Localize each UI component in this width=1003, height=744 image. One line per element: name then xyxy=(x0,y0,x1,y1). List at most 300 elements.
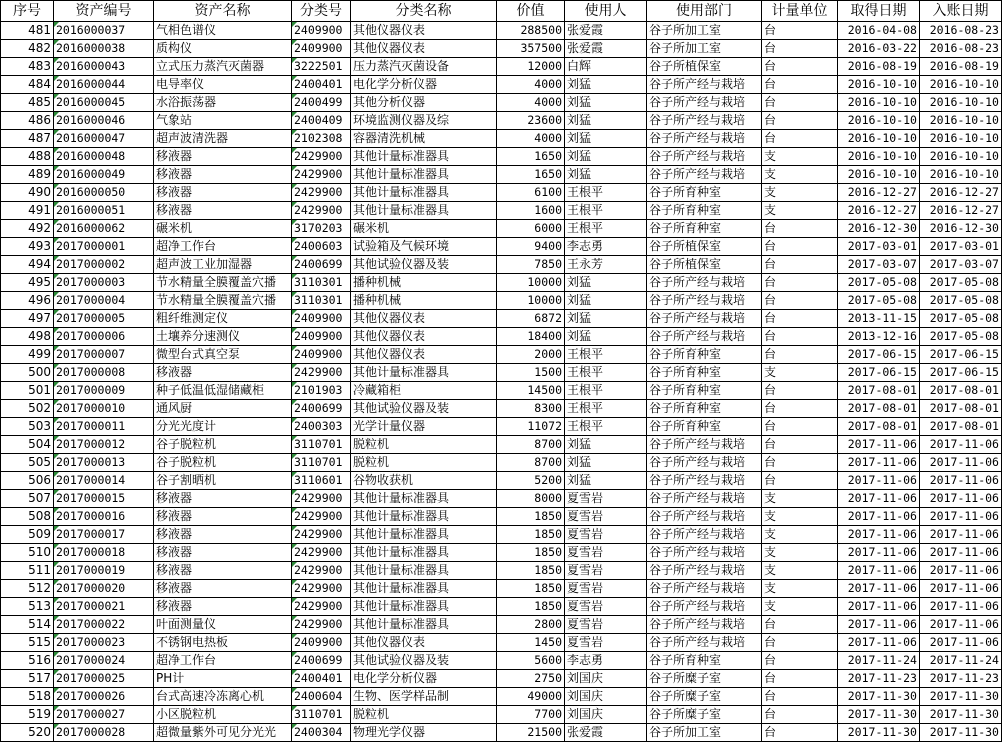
booked-date-cell[interactable]: 2017-11-06 xyxy=(920,544,1002,562)
value-cell[interactable]: 4000 xyxy=(497,94,565,112)
category-name-cell[interactable]: 谷物收获机 xyxy=(351,472,497,490)
category-code-cell[interactable]: 3110701 xyxy=(292,454,351,472)
row-number-cell[interactable]: 493 xyxy=(1,238,54,256)
unit-cell[interactable]: 台 xyxy=(762,292,838,310)
acquired-date-cell[interactable]: 2016-10-10 xyxy=(838,166,920,184)
unit-cell[interactable]: 支 xyxy=(762,508,838,526)
unit-cell[interactable]: 台 xyxy=(762,238,838,256)
category-name-cell[interactable]: 其他计量标准器具 xyxy=(351,562,497,580)
category-name-cell[interactable]: 脱粒机 xyxy=(351,454,497,472)
category-code-cell[interactable]: 2101903 xyxy=(292,382,351,400)
acquired-date-cell[interactable]: 2017-11-06 xyxy=(838,634,920,652)
asset-name-cell[interactable]: 粗纤维测定仪 xyxy=(154,310,292,328)
acquired-date-cell[interactable]: 2016-12-30 xyxy=(838,220,920,238)
user-cell[interactable]: 刘猛 xyxy=(565,94,647,112)
asset-name-cell[interactable]: 台式高速冷冻离心机 xyxy=(154,688,292,706)
acquired-date-cell[interactable]: 2017-11-06 xyxy=(838,544,920,562)
table-row[interactable] xyxy=(1,148,1002,166)
asset-name-cell[interactable]: PH计 xyxy=(154,670,292,688)
asset-code-cell[interactable]: 2017000026 xyxy=(54,688,154,706)
acquired-date-cell[interactable]: 2017-11-06 xyxy=(838,472,920,490)
table-row[interactable] xyxy=(1,382,1002,400)
value-cell[interactable]: 7700 xyxy=(497,706,565,724)
category-code-cell[interactable]: 2429900 xyxy=(292,490,351,508)
value-cell[interactable]: 8700 xyxy=(497,454,565,472)
value-cell[interactable]: 4000 xyxy=(497,130,565,148)
user-cell[interactable]: 李志勇 xyxy=(565,652,647,670)
row-number-cell[interactable]: 517 xyxy=(1,670,54,688)
table-row[interactable] xyxy=(1,310,1002,328)
table-row[interactable] xyxy=(1,364,1002,382)
column-header[interactable]: 分类名称 xyxy=(351,1,497,22)
row-number-cell[interactable]: 484 xyxy=(1,76,54,94)
asset-name-cell[interactable]: 移液器 xyxy=(154,598,292,616)
asset-code-cell[interactable]: 2016000045 xyxy=(54,94,154,112)
column-header[interactable]: 序号 xyxy=(1,1,54,22)
category-name-cell[interactable]: 其他计量标准器具 xyxy=(351,598,497,616)
row-number-cell[interactable]: 481 xyxy=(1,22,54,40)
unit-cell[interactable]: 台 xyxy=(762,706,838,724)
row-number-cell[interactable]: 514 xyxy=(1,616,54,634)
asset-name-cell[interactable]: 移液器 xyxy=(154,148,292,166)
row-number-cell[interactable]: 497 xyxy=(1,310,54,328)
value-cell[interactable]: 18400 xyxy=(497,328,565,346)
acquired-date-cell[interactable]: 2016-12-27 xyxy=(838,202,920,220)
asset-code-cell[interactable]: 2017000019 xyxy=(54,562,154,580)
table-row[interactable] xyxy=(1,724,1002,742)
acquired-date-cell[interactable]: 2017-11-06 xyxy=(838,598,920,616)
unit-cell[interactable]: 支 xyxy=(762,598,838,616)
category-name-cell[interactable]: 其他计量标准器具 xyxy=(351,508,497,526)
asset-name-cell[interactable]: 超净工作台 xyxy=(154,238,292,256)
row-number-cell[interactable]: 515 xyxy=(1,634,54,652)
acquired-date-cell[interactable]: 2016-10-10 xyxy=(838,76,920,94)
category-name-cell[interactable]: 其他计量标准器具 xyxy=(351,166,497,184)
unit-cell[interactable]: 支 xyxy=(762,202,838,220)
asset-name-cell[interactable]: 移液器 xyxy=(154,544,292,562)
acquired-date-cell[interactable]: 2017-11-30 xyxy=(838,706,920,724)
table-row[interactable] xyxy=(1,598,1002,616)
department-cell[interactable]: 谷子所产经与栽培 xyxy=(647,508,762,526)
booked-date-cell[interactable]: 2017-03-07 xyxy=(920,256,1002,274)
category-code-cell[interactable]: 2400401 xyxy=(292,76,351,94)
unit-cell[interactable]: 台 xyxy=(762,94,838,112)
unit-cell[interactable]: 台 xyxy=(762,220,838,238)
asset-code-cell[interactable]: 2017000027 xyxy=(54,706,154,724)
asset-name-cell[interactable]: 气相色谱仪 xyxy=(154,22,292,40)
category-name-cell[interactable]: 其他试验仪器及装 xyxy=(351,652,497,670)
user-cell[interactable]: 刘猛 xyxy=(565,166,647,184)
acquired-date-cell[interactable]: 2017-06-15 xyxy=(838,346,920,364)
category-name-cell[interactable]: 脱粒机 xyxy=(351,436,497,454)
unit-cell[interactable]: 台 xyxy=(762,112,838,130)
booked-date-cell[interactable]: 2016-08-19 xyxy=(920,58,1002,76)
unit-cell[interactable]: 台 xyxy=(762,328,838,346)
booked-date-cell[interactable]: 2017-11-06 xyxy=(920,436,1002,454)
row-number-cell[interactable]: 502 xyxy=(1,400,54,418)
column-header[interactable]: 价值 xyxy=(497,1,565,22)
user-cell[interactable]: 夏雪岩 xyxy=(565,508,647,526)
asset-code-cell[interactable]: 2017000010 xyxy=(54,400,154,418)
row-number-cell[interactable]: 489 xyxy=(1,166,54,184)
column-header[interactable]: 资产编号 xyxy=(54,1,154,22)
booked-date-cell[interactable]: 2016-10-10 xyxy=(920,94,1002,112)
asset-name-cell[interactable]: 移液器 xyxy=(154,562,292,580)
table-row[interactable] xyxy=(1,526,1002,544)
user-cell[interactable]: 刘猛 xyxy=(565,328,647,346)
category-code-cell[interactable]: 2429900 xyxy=(292,148,351,166)
booked-date-cell[interactable]: 2016-10-10 xyxy=(920,112,1002,130)
acquired-date-cell[interactable]: 2017-11-06 xyxy=(838,454,920,472)
table-row[interactable] xyxy=(1,328,1002,346)
category-name-cell[interactable]: 其他计量标准器具 xyxy=(351,148,497,166)
row-number-cell[interactable]: 512 xyxy=(1,580,54,598)
acquired-date-cell[interactable]: 2016-10-10 xyxy=(838,130,920,148)
booked-date-cell[interactable]: 2017-08-01 xyxy=(920,400,1002,418)
category-code-cell[interactable]: 2400303 xyxy=(292,418,351,436)
user-cell[interactable]: 张爱霞 xyxy=(565,724,647,742)
category-code-cell[interactable]: 2429900 xyxy=(292,598,351,616)
asset-name-cell[interactable]: 移液器 xyxy=(154,526,292,544)
user-cell[interactable]: 夏雪岩 xyxy=(565,544,647,562)
value-cell[interactable]: 6872 xyxy=(497,310,565,328)
unit-cell[interactable]: 台 xyxy=(762,22,838,40)
department-cell[interactable]: 谷子所产经与栽培 xyxy=(647,526,762,544)
department-cell[interactable]: 谷子所产经与栽培 xyxy=(647,598,762,616)
row-number-cell[interactable]: 482 xyxy=(1,40,54,58)
category-name-cell[interactable]: 电化学分析仪器 xyxy=(351,670,497,688)
value-cell[interactable]: 6100 xyxy=(497,184,565,202)
table-row[interactable] xyxy=(1,400,1002,418)
asset-code-cell[interactable]: 2017000011 xyxy=(54,418,154,436)
asset-code-cell[interactable]: 2016000047 xyxy=(54,130,154,148)
category-name-cell[interactable]: 其他仪器仪表 xyxy=(351,634,497,652)
value-cell[interactable]: 11072 xyxy=(497,418,565,436)
table-row[interactable] xyxy=(1,706,1002,724)
asset-code-cell[interactable]: 2017000013 xyxy=(54,454,154,472)
acquired-date-cell[interactable]: 2017-05-08 xyxy=(838,274,920,292)
user-cell[interactable]: 王根平 xyxy=(565,346,647,364)
booked-date-cell[interactable]: 2017-06-15 xyxy=(920,364,1002,382)
table-row[interactable] xyxy=(1,166,1002,184)
column-header[interactable]: 资产名称 xyxy=(154,1,292,22)
asset-code-cell[interactable]: 2016000037 xyxy=(54,22,154,40)
category-name-cell[interactable]: 其他试验仪器及装 xyxy=(351,256,497,274)
row-number-cell[interactable]: 516 xyxy=(1,652,54,670)
asset-code-cell[interactable]: 2017000018 xyxy=(54,544,154,562)
department-cell[interactable]: 谷子所育种室 xyxy=(647,400,762,418)
table-row[interactable] xyxy=(1,130,1002,148)
asset-code-cell[interactable]: 2017000025 xyxy=(54,670,154,688)
category-code-cell[interactable]: 2400603 xyxy=(292,238,351,256)
booked-date-cell[interactable]: 2017-05-08 xyxy=(920,292,1002,310)
asset-code-cell[interactable]: 2016000044 xyxy=(54,76,154,94)
table-row[interactable] xyxy=(1,238,1002,256)
table-row[interactable] xyxy=(1,670,1002,688)
department-cell[interactable]: 谷子所育种室 xyxy=(647,220,762,238)
category-name-cell[interactable]: 压力蒸汽灭菌设备 xyxy=(351,58,497,76)
category-code-cell[interactable]: 2429900 xyxy=(292,580,351,598)
value-cell[interactable]: 1500 xyxy=(497,364,565,382)
user-cell[interactable]: 刘国庆 xyxy=(565,706,647,724)
category-code-cell[interactable]: 2429900 xyxy=(292,166,351,184)
row-number-cell[interactable]: 508 xyxy=(1,508,54,526)
value-cell[interactable]: 21500 xyxy=(497,724,565,742)
asset-code-cell[interactable]: 2017000009 xyxy=(54,382,154,400)
category-code-cell[interactable]: 3110301 xyxy=(292,292,351,310)
category-code-cell[interactable]: 3110701 xyxy=(292,706,351,724)
unit-cell[interactable]: 台 xyxy=(762,688,838,706)
booked-date-cell[interactable]: 2017-11-06 xyxy=(920,508,1002,526)
value-cell[interactable]: 1850 xyxy=(497,562,565,580)
asset-code-cell[interactable]: 2017000012 xyxy=(54,436,154,454)
table-row[interactable] xyxy=(1,418,1002,436)
acquired-date-cell[interactable]: 2017-11-24 xyxy=(838,652,920,670)
asset-name-cell[interactable]: 节水精量全膜覆盖穴播 xyxy=(154,274,292,292)
asset-name-cell[interactable]: 移液器 xyxy=(154,580,292,598)
category-name-cell[interactable]: 其他计量标准器具 xyxy=(351,526,497,544)
booked-date-cell[interactable]: 2017-11-23 xyxy=(920,670,1002,688)
department-cell[interactable]: 谷子所产经与栽培 xyxy=(647,634,762,652)
user-cell[interactable]: 刘国庆 xyxy=(565,688,647,706)
column-header[interactable]: 分类号 xyxy=(292,1,351,22)
asset-name-cell[interactable]: 气象站 xyxy=(154,112,292,130)
department-cell[interactable]: 谷子所产经与栽培 xyxy=(647,616,762,634)
user-cell[interactable]: 刘猛 xyxy=(565,292,647,310)
booked-date-cell[interactable]: 2017-11-06 xyxy=(920,616,1002,634)
department-cell[interactable]: 谷子所加工室 xyxy=(647,22,762,40)
acquired-date-cell[interactable]: 2017-03-07 xyxy=(838,256,920,274)
acquired-date-cell[interactable]: 2017-11-06 xyxy=(838,580,920,598)
department-cell[interactable]: 谷子所产经与栽培 xyxy=(647,292,762,310)
asset-name-cell[interactable]: 移液器 xyxy=(154,202,292,220)
user-cell[interactable]: 张爱霞 xyxy=(565,22,647,40)
category-name-cell[interactable]: 其他仪器仪表 xyxy=(351,328,497,346)
user-cell[interactable]: 夏雪岩 xyxy=(565,580,647,598)
category-name-cell[interactable]: 其他计量标准器具 xyxy=(351,580,497,598)
category-code-cell[interactable]: 2400699 xyxy=(292,400,351,418)
value-cell[interactable]: 357500 xyxy=(497,40,565,58)
table-row[interactable] xyxy=(1,634,1002,652)
user-cell[interactable]: 夏雪岩 xyxy=(565,598,647,616)
row-number-cell[interactable]: 501 xyxy=(1,382,54,400)
asset-name-cell[interactable]: 微型台式真空泵 xyxy=(154,346,292,364)
acquired-date-cell[interactable]: 2017-11-06 xyxy=(838,526,920,544)
booked-date-cell[interactable]: 2017-11-06 xyxy=(920,490,1002,508)
category-code-cell[interactable]: 2400604 xyxy=(292,688,351,706)
booked-date-cell[interactable]: 2017-11-30 xyxy=(920,706,1002,724)
acquired-date-cell[interactable]: 2017-03-01 xyxy=(838,238,920,256)
unit-cell[interactable]: 支 xyxy=(762,166,838,184)
value-cell[interactable]: 49000 xyxy=(497,688,565,706)
category-code-cell[interactable]: 2400401 xyxy=(292,670,351,688)
row-number-cell[interactable]: 486 xyxy=(1,112,54,130)
unit-cell[interactable]: 支 xyxy=(762,490,838,508)
booked-date-cell[interactable]: 2017-11-06 xyxy=(920,454,1002,472)
category-code-cell[interactable]: 2409900 xyxy=(292,346,351,364)
asset-name-cell[interactable]: 谷子脱粒机 xyxy=(154,454,292,472)
value-cell[interactable]: 1850 xyxy=(497,526,565,544)
department-cell[interactable]: 谷子所产经与栽培 xyxy=(647,490,762,508)
unit-cell[interactable]: 台 xyxy=(762,40,838,58)
asset-name-cell[interactable]: 移液器 xyxy=(154,364,292,382)
unit-cell[interactable]: 支 xyxy=(762,562,838,580)
unit-cell[interactable]: 支 xyxy=(762,364,838,382)
acquired-date-cell[interactable]: 2016-12-27 xyxy=(838,184,920,202)
category-name-cell[interactable]: 冷藏箱柜 xyxy=(351,382,497,400)
asset-code-cell[interactable]: 2016000049 xyxy=(54,166,154,184)
category-code-cell[interactable]: 2400499 xyxy=(292,94,351,112)
acquired-date-cell[interactable]: 2017-05-08 xyxy=(838,292,920,310)
unit-cell[interactable]: 台 xyxy=(762,58,838,76)
department-cell[interactable]: 谷子所产经与栽培 xyxy=(647,454,762,472)
table-row[interactable] xyxy=(1,40,1002,58)
user-cell[interactable]: 王根平 xyxy=(565,202,647,220)
asset-name-cell[interactable]: 通风厨 xyxy=(154,400,292,418)
asset-code-cell[interactable]: 2017000021 xyxy=(54,598,154,616)
row-number-cell[interactable]: 519 xyxy=(1,706,54,724)
unit-cell[interactable]: 支 xyxy=(762,148,838,166)
category-name-cell[interactable]: 其他计量标准器具 xyxy=(351,616,497,634)
acquired-date-cell[interactable]: 2017-11-06 xyxy=(838,508,920,526)
unit-cell[interactable]: 台 xyxy=(762,616,838,634)
department-cell[interactable]: 谷子所育种室 xyxy=(647,346,762,364)
row-number-cell[interactable]: 509 xyxy=(1,526,54,544)
category-name-cell[interactable]: 其他计量标准器具 xyxy=(351,184,497,202)
asset-name-cell[interactable]: 谷子割晒机 xyxy=(154,472,292,490)
booked-date-cell[interactable]: 2017-11-06 xyxy=(920,634,1002,652)
category-code-cell[interactable]: 3110301 xyxy=(292,274,351,292)
table-row[interactable] xyxy=(1,274,1002,292)
value-cell[interactable]: 1450 xyxy=(497,634,565,652)
unit-cell[interactable]: 台 xyxy=(762,454,838,472)
value-cell[interactable]: 10000 xyxy=(497,292,565,310)
user-cell[interactable]: 夏雪岩 xyxy=(565,490,647,508)
department-cell[interactable]: 谷子所植保室 xyxy=(647,238,762,256)
department-cell[interactable]: 谷子所产经与栽培 xyxy=(647,112,762,130)
asset-code-cell[interactable]: 2017000014 xyxy=(54,472,154,490)
table-row[interactable] xyxy=(1,544,1002,562)
category-code-cell[interactable]: 2400409 xyxy=(292,112,351,130)
asset-name-cell[interactable]: 种子低温低湿储藏柜 xyxy=(154,382,292,400)
asset-name-cell[interactable]: 超声波工业加湿器 xyxy=(154,256,292,274)
acquired-date-cell[interactable]: 2016-04-08 xyxy=(838,22,920,40)
asset-name-cell[interactable]: 超净工作台 xyxy=(154,652,292,670)
acquired-date-cell[interactable]: 2017-11-23 xyxy=(838,670,920,688)
user-cell[interactable]: 王永芳 xyxy=(565,256,647,274)
booked-date-cell[interactable]: 2017-03-01 xyxy=(920,238,1002,256)
value-cell[interactable]: 1850 xyxy=(497,544,565,562)
booked-date-cell[interactable]: 2016-12-27 xyxy=(920,184,1002,202)
asset-code-cell[interactable]: 2017000020 xyxy=(54,580,154,598)
acquired-date-cell[interactable]: 2017-08-01 xyxy=(838,382,920,400)
department-cell[interactable]: 谷子所育种室 xyxy=(647,364,762,382)
row-number-cell[interactable]: 518 xyxy=(1,688,54,706)
unit-cell[interactable]: 台 xyxy=(762,274,838,292)
department-cell[interactable]: 谷子所植保室 xyxy=(647,256,762,274)
acquired-date-cell[interactable]: 2017-08-01 xyxy=(838,418,920,436)
user-cell[interactable]: 李志勇 xyxy=(565,238,647,256)
department-cell[interactable]: 谷子所育种室 xyxy=(647,382,762,400)
row-number-cell[interactable]: 491 xyxy=(1,202,54,220)
asset-name-cell[interactable]: 小区脱粒机 xyxy=(154,706,292,724)
user-cell[interactable]: 刘猛 xyxy=(565,472,647,490)
user-cell[interactable]: 夏雪岩 xyxy=(565,562,647,580)
table-row[interactable] xyxy=(1,184,1002,202)
unit-cell[interactable]: 台 xyxy=(762,724,838,742)
asset-code-cell[interactable]: 2016000038 xyxy=(54,40,154,58)
department-cell[interactable]: 谷子所产经与栽培 xyxy=(647,544,762,562)
row-number-cell[interactable]: 494 xyxy=(1,256,54,274)
column-header[interactable]: 使用人 xyxy=(565,1,647,22)
booked-date-cell[interactable]: 2017-11-24 xyxy=(920,652,1002,670)
category-name-cell[interactable]: 试验箱及气候环境 xyxy=(351,238,497,256)
booked-date-cell[interactable]: 2017-08-01 xyxy=(920,418,1002,436)
booked-date-cell[interactable]: 2017-11-06 xyxy=(920,472,1002,490)
table-row[interactable] xyxy=(1,22,1002,40)
category-name-cell[interactable]: 其他计量标准器具 xyxy=(351,490,497,508)
user-cell[interactable]: 刘猛 xyxy=(565,454,647,472)
department-cell[interactable]: 谷子所产经与栽培 xyxy=(647,310,762,328)
row-number-cell[interactable]: 488 xyxy=(1,148,54,166)
department-cell[interactable]: 谷子所糜子室 xyxy=(647,688,762,706)
unit-cell[interactable]: 台 xyxy=(762,310,838,328)
user-cell[interactable]: 王根平 xyxy=(565,364,647,382)
value-cell[interactable]: 1850 xyxy=(497,598,565,616)
row-number-cell[interactable]: 510 xyxy=(1,544,54,562)
category-code-cell[interactable]: 2409900 xyxy=(292,634,351,652)
department-cell[interactable]: 谷子所育种室 xyxy=(647,202,762,220)
user-cell[interactable]: 夏雪岩 xyxy=(565,634,647,652)
category-code-cell[interactable]: 2429900 xyxy=(292,562,351,580)
table-row[interactable] xyxy=(1,76,1002,94)
row-number-cell[interactable]: 499 xyxy=(1,346,54,364)
category-code-cell[interactable]: 2102308 xyxy=(292,130,351,148)
booked-date-cell[interactable]: 2017-11-06 xyxy=(920,562,1002,580)
acquired-date-cell[interactable]: 2017-11-06 xyxy=(838,616,920,634)
asset-code-cell[interactable]: 2016000062 xyxy=(54,220,154,238)
user-cell[interactable]: 王根平 xyxy=(565,418,647,436)
acquired-date-cell[interactable]: 2017-11-06 xyxy=(838,490,920,508)
department-cell[interactable]: 谷子所育种室 xyxy=(647,652,762,670)
department-cell[interactable]: 谷子所加工室 xyxy=(647,40,762,58)
asset-code-cell[interactable]: 2017000023 xyxy=(54,634,154,652)
asset-code-cell[interactable]: 2017000006 xyxy=(54,328,154,346)
asset-code-cell[interactable]: 2016000051 xyxy=(54,202,154,220)
department-cell[interactable]: 谷子所产经与栽培 xyxy=(647,94,762,112)
asset-name-cell[interactable]: 节水精量全膜覆盖穴播 xyxy=(154,292,292,310)
category-name-cell[interactable]: 光学计量仪器 xyxy=(351,418,497,436)
table-row[interactable] xyxy=(1,112,1002,130)
booked-date-cell[interactable]: 2017-11-06 xyxy=(920,580,1002,598)
column-header[interactable]: 取得日期 xyxy=(838,1,920,22)
category-name-cell[interactable]: 碾米机 xyxy=(351,220,497,238)
table-row[interactable] xyxy=(1,472,1002,490)
user-cell[interactable]: 王根平 xyxy=(565,184,647,202)
category-code-cell[interactable]: 2429900 xyxy=(292,526,351,544)
value-cell[interactable]: 23600 xyxy=(497,112,565,130)
category-code-cell[interactable]: 2409900 xyxy=(292,22,351,40)
booked-date-cell[interactable]: 2016-10-10 xyxy=(920,148,1002,166)
row-number-cell[interactable]: 490 xyxy=(1,184,54,202)
user-cell[interactable]: 白辉 xyxy=(565,58,647,76)
unit-cell[interactable]: 台 xyxy=(762,472,838,490)
asset-name-cell[interactable]: 谷子脱粒机 xyxy=(154,436,292,454)
table-row[interactable] xyxy=(1,436,1002,454)
row-number-cell[interactable]: 483 xyxy=(1,58,54,76)
category-name-cell[interactable]: 其他仪器仪表 xyxy=(351,346,497,364)
booked-date-cell[interactable]: 2016-12-27 xyxy=(920,202,1002,220)
